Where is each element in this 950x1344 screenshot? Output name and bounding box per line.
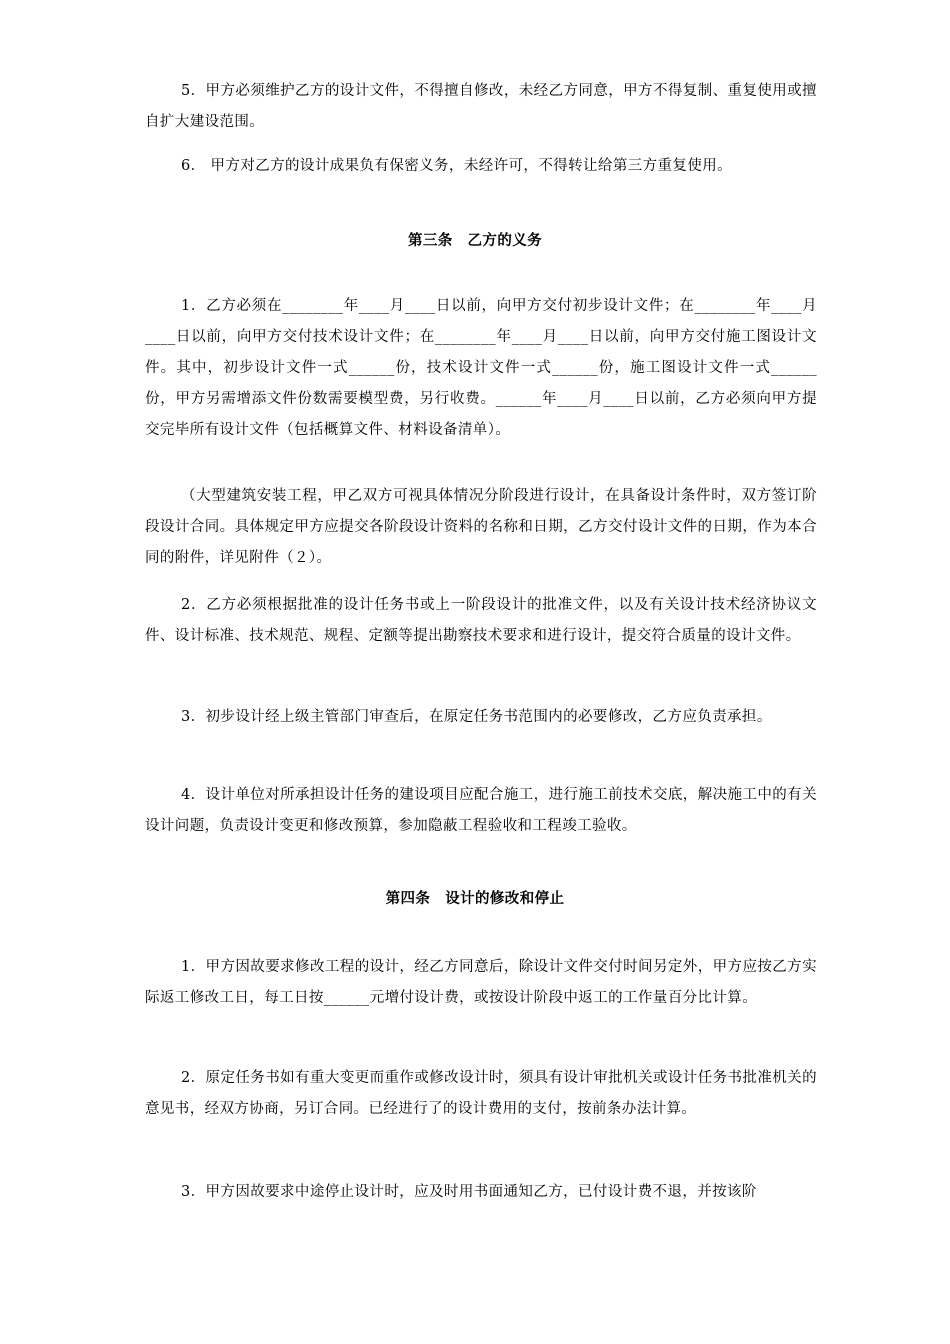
article3-note: （大型建筑安装工程，甲乙双方可视具体情况分阶段进行设计，在具备设计条件时，双方签订阶段设计合同。具体规定甲方应提交各阶段设计资料的名称和日期，乙方交付设计文件的日期，作为本合同的附件，详见附件（２）。 xyxy=(145,488,817,566)
article3-item2: 2．乙方必须根据批准的设计任务书或上一阶段设计的批准文件，以及有关设计技术经济协议文件、设计标准、技术规范、规程、定额等提出勘察技术要求和进行设计，提交符合质量的设计文件。 xyxy=(145,597,817,644)
article2-item6: 6． 甲方对乙方的设计成果负有保密义务，未经许可，不得转让给第三方重复使用。 xyxy=(181,158,733,174)
article4-heading: 第四条 设计的修改和停止 xyxy=(385,890,565,907)
article4-item2: 2．原定任务书如有重大变更而重作或修改设计时，须具有设计审批机关或设计任务书批准机关的意见书，经双方协商，另订合同。已经进行了的设计费用的支付，按前条办法计算。 xyxy=(145,1070,817,1117)
article4-item3: 3．甲方因故要求中途停止设计时，应及时用书面通知乙方，已付设计费不退，并按该阶 xyxy=(181,1184,757,1200)
article3-item4: 4．设计单位对所承担设计任务的建设项目应配合施工，进行施工前技术交底，解决施工中的有关设计问题，负责设计变更和修改预算，参加隐蔽工程验收和工程竣工验收。 xyxy=(145,787,817,834)
article3-heading: 第三条 乙方的义务 xyxy=(407,232,543,249)
article2-item5: 5．甲方必须维护乙方的设计文件，不得擅自修改，未经乙方同意，甲方不得复制、重复使用或擅自扩大建设范围。 xyxy=(145,83,817,130)
article3-item1: 1．乙方必须在________年____月____日以前，向甲方交付初步设计文件；在________年____月____日以前，向甲方交付技术设计文件；在________年____月____日以前，向甲方交付施工图设计文件。其中，初步设计文件一式______份，技术设计文件一式______份，施工图设计文件一式______份，甲方另需增添文件份数需要模型费，另行收费。______年____月____日以前，乙方必须向甲方提交完毕所有设计文件（包括概算文件、材料设备清单）。 xyxy=(145,298,817,438)
article3-item3: 3．初步设计经上级主管部门审查后，在原定任务书范围内的必要修改，乙方应负责承担。 xyxy=(181,709,772,725)
article4-item1: 1．甲方因故要求修改工程的设计，经乙方同意后，除设计文件交付时间另定外，甲方应按乙方实际返工修改工日，每工日按______元增付设计费，或按设计阶段中返工的工作量百分比计算。 xyxy=(145,959,817,1006)
